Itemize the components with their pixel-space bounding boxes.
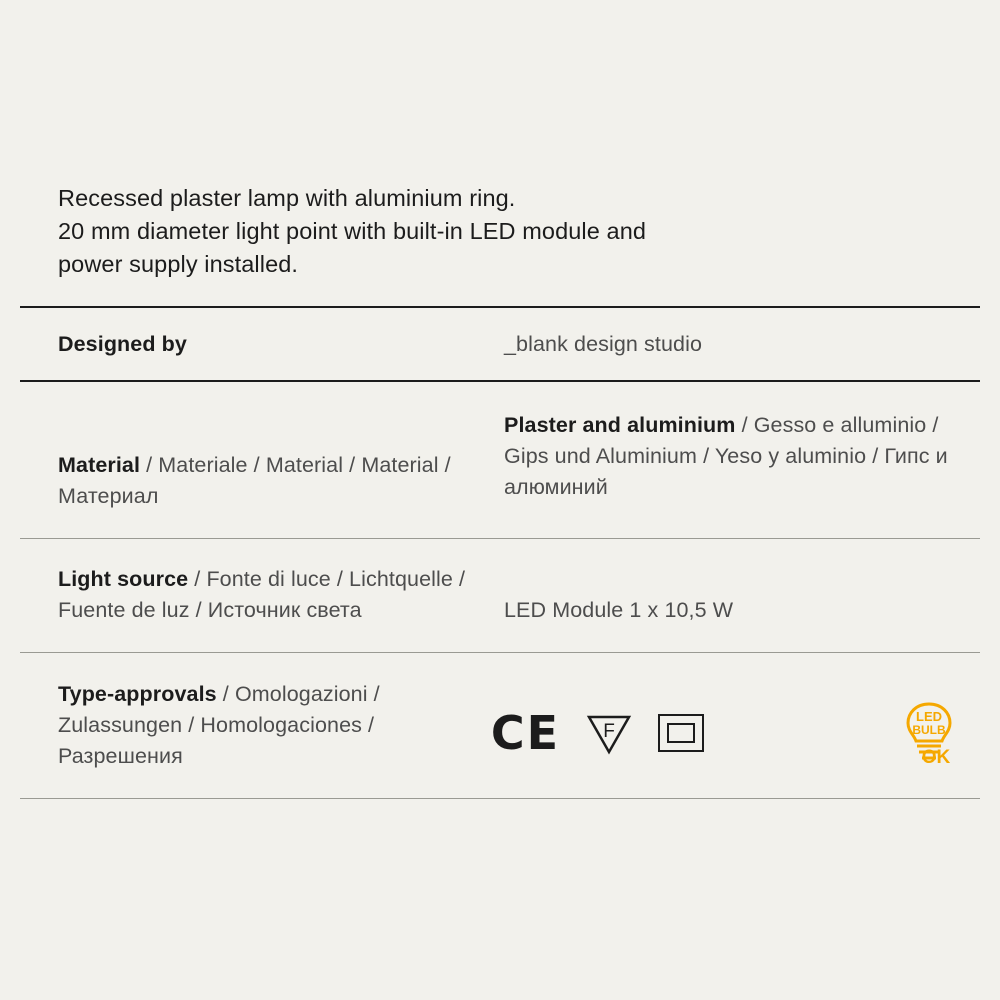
value-light: _blank design studio [504,331,703,356]
row-label-material [20,410,504,512]
led-text: LED [916,709,942,724]
ok-text: OK [921,747,951,767]
row-value-designed-by [504,329,980,360]
table-row [20,539,980,652]
value-light: LED Module 1 x 10,5 W [504,598,734,622]
specifications-table [20,306,980,799]
class-ii-inner-square [667,723,695,743]
label-light: / Omologazioni / Zulassungen / Homologaciones / Разрешения [58,682,380,768]
class-ii-mark-icon [658,714,704,752]
label-strong: Light source [58,567,189,591]
value-light: / Gesso e alluminio / Gips und Aluminium / Yeso y aluminio / Гипс и алюминий [504,413,948,499]
description-line-3: power supply installed. [58,251,299,277]
label-light: / Materiale / Material / Material / Материал [58,453,451,508]
row-value-material [504,410,980,503]
table-row [20,653,980,798]
bulb-text: BULB [912,723,946,737]
ce-mark-icon: CE [490,706,560,760]
label-strong: Type-approvals [58,682,217,706]
row-value-light-source [504,564,980,626]
product-description [58,182,918,281]
row-label-light-source [20,564,504,626]
table-row [20,382,980,538]
value-strong: Plaster and aluminium [504,413,736,437]
description-line-2: 20 mm diameter light point with built-in LED module and [58,218,647,244]
description-line-1: Recessed plaster lamp with aluminium ring. [58,185,516,211]
svg-text:F: F [603,721,615,742]
row-value-type-approvals [491,679,980,765]
row-label-designed-by [20,329,504,360]
led-bulb-ok-icon [898,701,960,765]
label-light: / Fonte di luce / Lichtquelle / Fuente de luz / Источник света [58,567,466,622]
table-divider-bottom [20,798,980,799]
row-label-type-approvals [20,679,491,772]
label-strong: Designed by [58,331,187,356]
table-row [20,308,980,380]
f-mark-icon [586,713,632,753]
label-strong: Material [58,453,141,477]
